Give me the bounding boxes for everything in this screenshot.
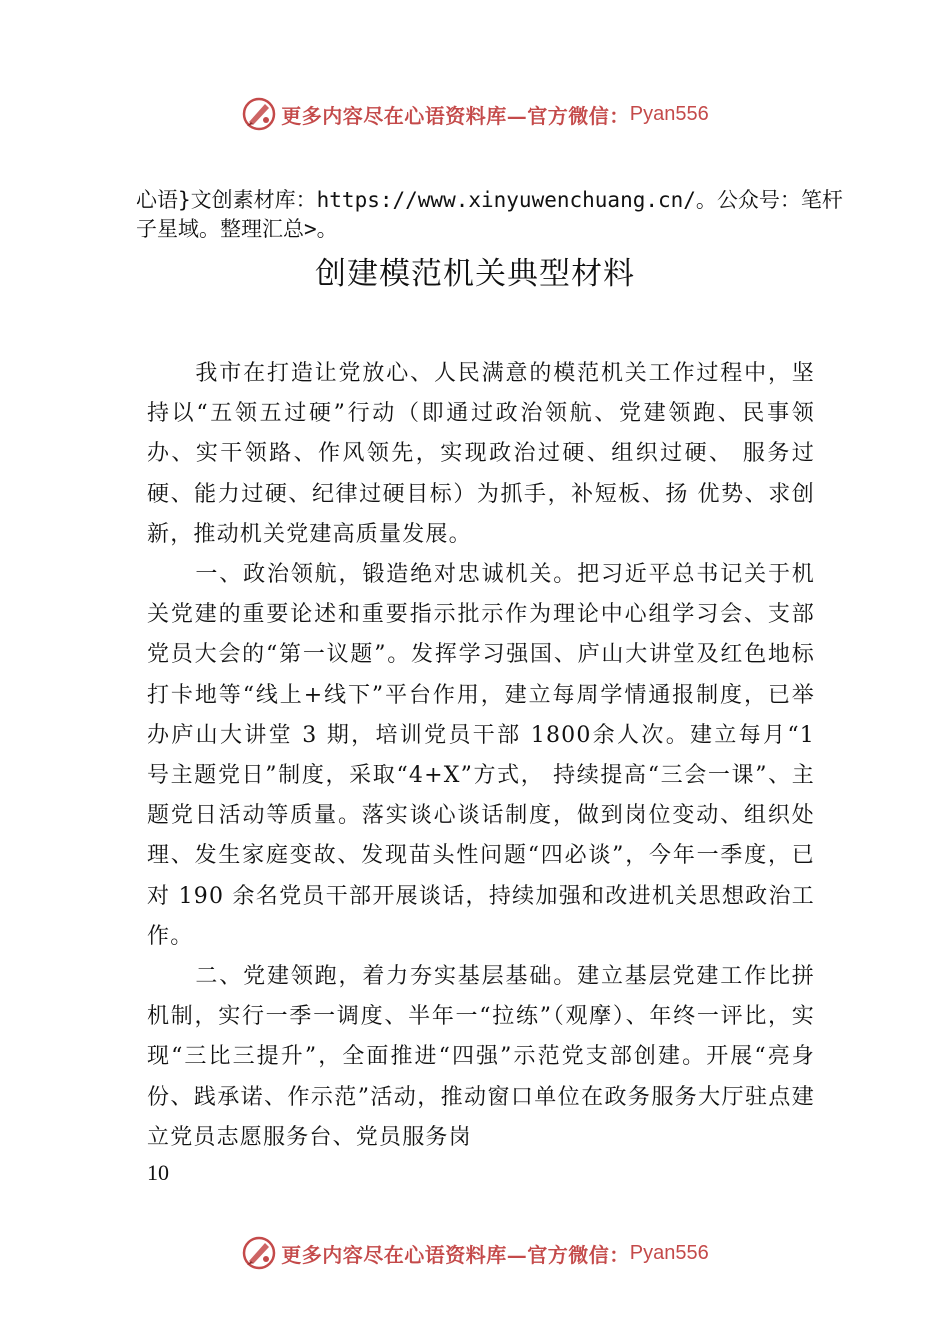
paragraph: 我市在打造让党放心、人民满意的模范机关工作过程中，坚持以“五领五过硬”行动（即通过政治领航、党建领跑、民事领办、实干领路、作风领先，实现政治过硬、组织过硬、 服务过硬、能力过硬、纪律过硬目标）为抓手，补短板、扬 优势、求创新，推动机关党建高质量发展。 <box>147 361 815 547</box>
banner-text: 更多内容尽在心语资料库—官方微信： <box>281 1242 630 1267</box>
paragraph: 一、政治领航，锻造绝对忠诚机关。把习近平总书记关于机关党建的重要论述和重要指示批示作为理论中心组学习会、支部党员大会的“第一议题”。发挥学习强国、庐山大讲堂及红色地标打卡地等“线上+线下”平台作用，建立每周学情通报制度，已举办庐山大讲堂 3 期，培训党员干部 1800余人次。建立每月“1 号主题党日”制度，采取“4+X”方式， 持续提高“三会一课”、主题党日活动等质量。落实谈心谈话制度，做到岗位变动、组织处理、发生家庭变故、发现苗头性问题“四必谈”，今年一季度，已对 190 余名党员干部开展谈话，持续加强和改进机关思想政治工作。 <box>147 562 815 949</box>
paragraph: 二、党建领跑，着力夯实基层基础。建立基层党建工作比拼机制，实行一季一调度、半年一“拉练”（观摩）、年终一评比，实现“三比三提升”，全面推进“四强”示范党支部创建。开展“亮身份、践承诺、作示范”活动，推动窗口单位在政务服务大厅驻点建立党员志愿服务台、党员服务岗 <box>147 964 815 1150</box>
pen-seal-icon <box>241 1235 277 1271</box>
banner-wechat-id: Pyan556 <box>629 102 709 125</box>
document-title: 创建模范机关典型材料 <box>315 256 635 292</box>
header-banner <box>0 94 950 134</box>
source-note: 心语}文创素材库：https://www.xinyuwenchuang.cn/。公众号：笔杆子星域。整理汇总>。 <box>136 188 843 241</box>
pen-seal-icon <box>241 96 277 132</box>
banner-text: 更多内容尽在心语资料库—官方微信： <box>281 103 630 128</box>
page-number: 10 <box>147 1160 169 1185</box>
banner-wechat-id: Pyan556 <box>629 1241 709 1264</box>
document-body <box>147 354 815 1158</box>
footer-banner <box>0 1233 950 1273</box>
